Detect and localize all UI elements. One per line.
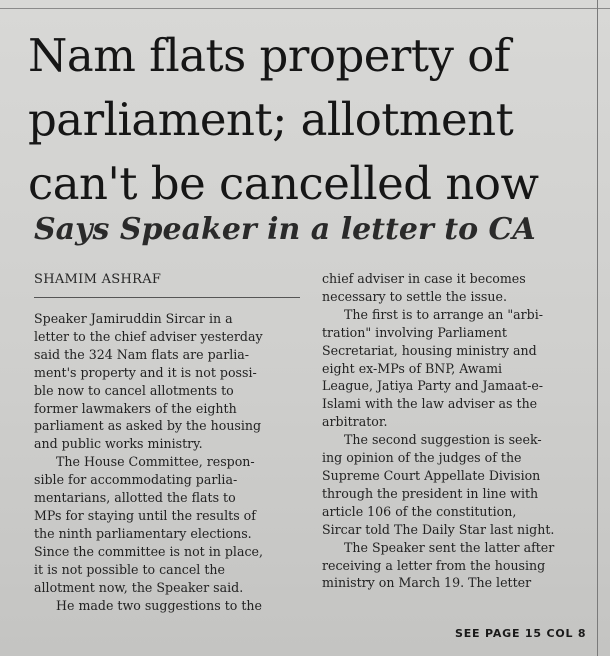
text-line: ment's property and it is not possi- (34, 364, 257, 380)
text-line: sible for accommodating parlia- (34, 472, 238, 488)
text-line: chief adviser in case it becomes (322, 271, 526, 286)
text-line: Speaker Jamiruddin Sircar in a (34, 311, 233, 326)
text-line: said the 324 Nam flats are parlia- (34, 346, 250, 362)
text-line: ble now to cancel allotments to (34, 382, 234, 398)
text-line: arbitrator. (322, 414, 388, 430)
text-line: The House Committee, respon- (56, 454, 255, 470)
text-line: MPs for staying until the results of (34, 507, 256, 523)
text-line: ministry on March 19. The letter (322, 575, 532, 591)
text-line: the ninth parliamentary elections. (34, 525, 252, 541)
text-line: necessary to settle the issue. (322, 288, 507, 304)
text-line: He made two suggestions to the (56, 597, 262, 613)
article-column-right (322, 270, 592, 592)
text-line: ing opinion of the judges of the (322, 450, 522, 466)
byline-rule (34, 297, 300, 298)
headline-line: can't be cancelled now (28, 157, 539, 210)
text-line: allotment now, the Speaker said. (34, 579, 244, 595)
text-line: former lawmakers of the eighth (34, 400, 237, 416)
text-line: League, Jatiya Party and Jamaat-e- (322, 378, 544, 394)
text-line: letter to the chief adviser yesterday (34, 328, 263, 344)
text-line: receiving a letter from the housing (322, 557, 546, 573)
text-line: mentarians, allotted the flats to (34, 490, 236, 506)
article-column-left (34, 310, 300, 614)
text-line: and public works ministry. (34, 436, 203, 452)
text-line: tration" involving Parliament (322, 324, 507, 340)
byline: SHAMIM ASHRAF (34, 272, 162, 287)
top-rule (0, 8, 610, 9)
text-line: The first is to arrange an "arbi- (344, 306, 544, 322)
text-line: The Speaker sent the latter after (344, 539, 555, 555)
text-line: The second suggestion is seek- (344, 432, 542, 448)
text-line: article 106 of the constitution, (322, 503, 517, 519)
text-line: Sircar told The Daily Star last night. (322, 521, 555, 537)
continuation-jump-line: SEE PAGE 15 COL 8 (455, 627, 587, 640)
headline-line: Nam flats property of (28, 29, 510, 82)
headline (28, 24, 598, 216)
text-line: parliament as asked by the housing (34, 418, 262, 434)
subheadline: Says Speaker in a letter to CA (34, 212, 536, 247)
text-line: Supreme Court Appellate Division (322, 467, 541, 483)
headline-line: parliament; allotment (28, 93, 514, 146)
text-line: through the president in line with (322, 485, 539, 501)
text-line: it is not possible to cancel the (34, 561, 225, 577)
text-line: Secretariat, housing ministry and (322, 342, 537, 358)
text-line: eight ex-MPs of BNP, Awami (322, 360, 503, 376)
text-line: Islami with the law adviser as the (322, 396, 538, 412)
text-line: Since the committee is not in place, (34, 543, 263, 559)
